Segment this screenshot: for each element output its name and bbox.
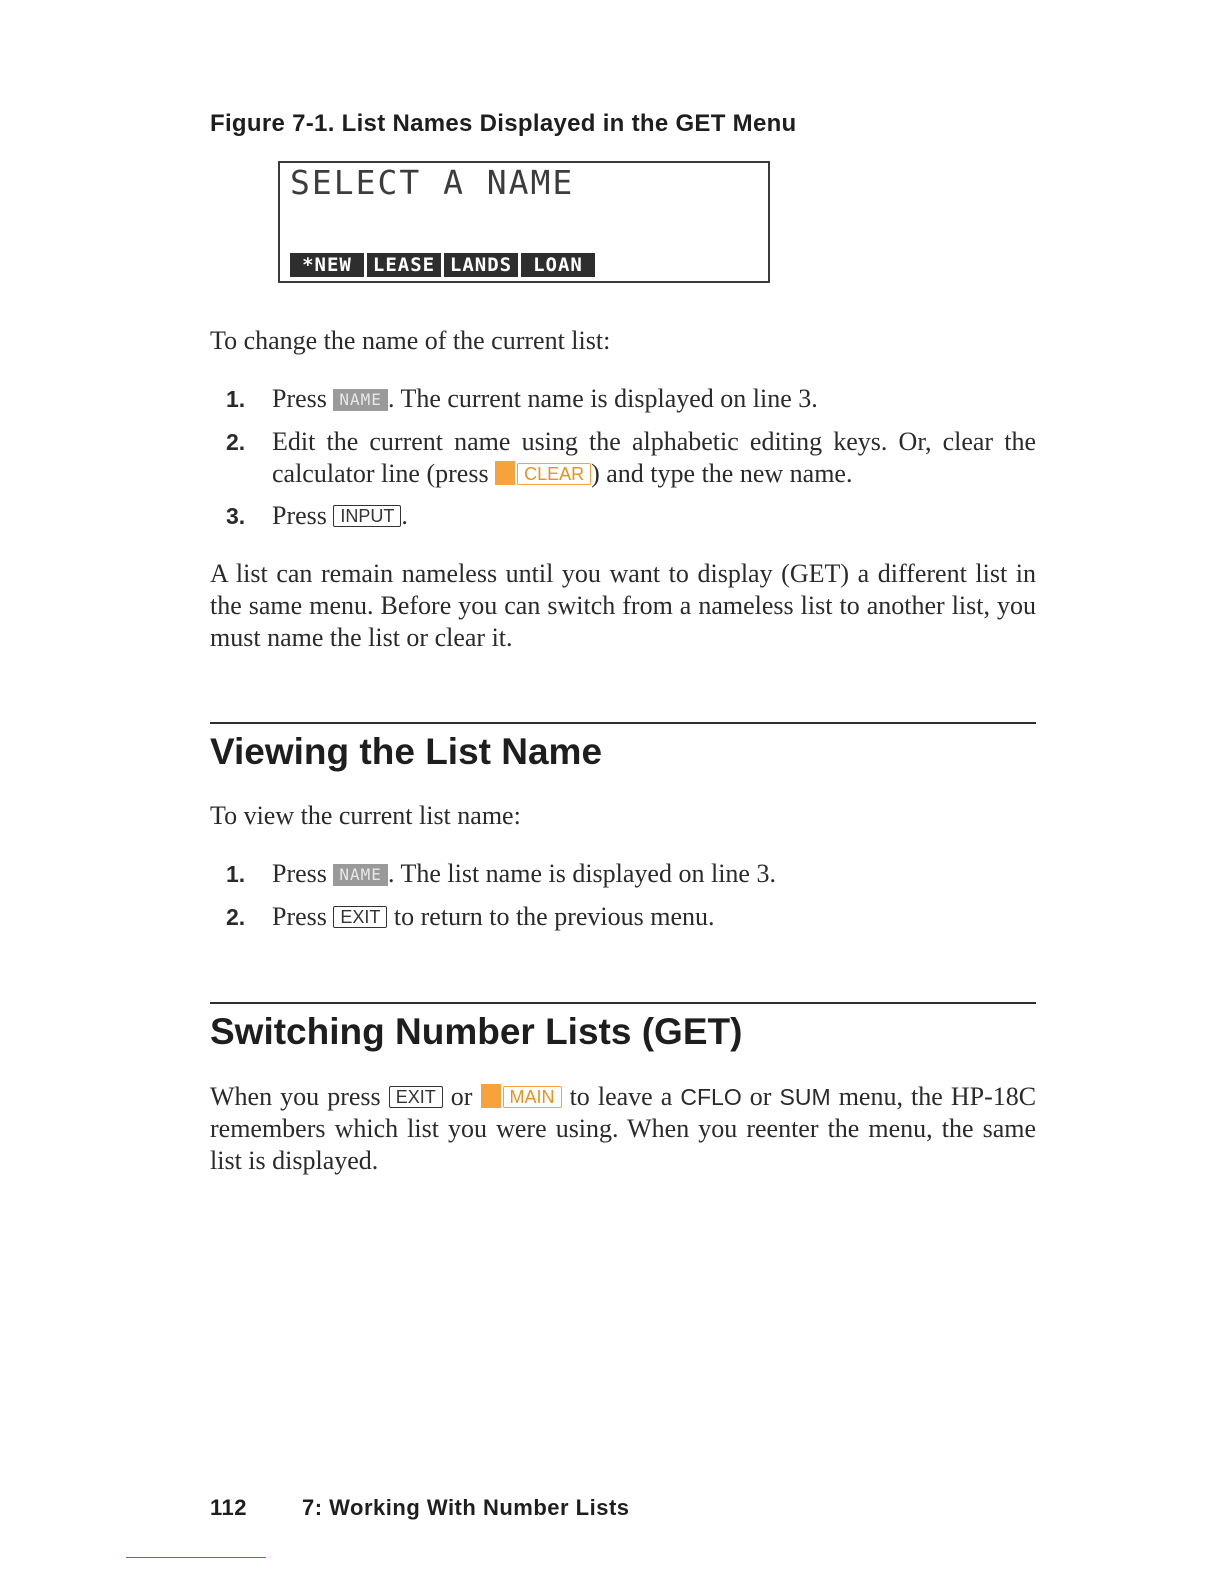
softkey-lease: LEASE bbox=[367, 253, 441, 277]
step-number: 1. bbox=[226, 386, 246, 412]
softkey-lands: LANDS bbox=[444, 253, 518, 277]
section-rule bbox=[210, 1002, 1036, 1004]
clear-key: CLEAR bbox=[517, 463, 591, 485]
rename-step-3: Press INPUT . bbox=[272, 501, 408, 530]
page-number: 112 bbox=[210, 1495, 247, 1520]
bottom-line bbox=[126, 1557, 266, 1558]
shift-key-icon bbox=[495, 461, 515, 485]
chapter-title: 7: Working With Number Lists bbox=[302, 1495, 630, 1520]
shift-key-icon bbox=[481, 1084, 501, 1108]
switching-heading: Switching Number Lists (GET) bbox=[210, 1011, 743, 1052]
rename-step-1: Press NAME . The current name is displayed on line 3. bbox=[272, 384, 818, 413]
softkey-new: *NEW bbox=[290, 253, 364, 277]
viewing-step-2: Press EXIT to return to the previous menu. bbox=[272, 902, 715, 931]
nameless-note: A list can remain nameless until you want to display (GET) a different list in the same menu. Before you can switch from a nameless list to another list, you must name the list or clear it. bbox=[210, 559, 1036, 652]
name-softkey: NAME bbox=[333, 864, 388, 886]
calculator-display bbox=[278, 161, 770, 283]
viewing-step-1: Press NAME . The list name is displayed on line 3. bbox=[272, 859, 776, 888]
step-number: 2. bbox=[226, 429, 246, 455]
softkey-loan: LOAN bbox=[521, 253, 595, 277]
viewing-heading: Viewing the List Name bbox=[210, 731, 603, 772]
display-title: SELECT A NAME bbox=[290, 163, 575, 202]
name-softkey: NAME bbox=[333, 389, 388, 411]
rename-step-2: Edit the current name using the alphabetic editing keys. Or, clear the calculator line (press CLEAR ) and type the new name. bbox=[272, 427, 1036, 488]
main-key: MAIN bbox=[503, 1086, 562, 1108]
exit-key: EXIT bbox=[333, 906, 387, 928]
section-rule bbox=[210, 722, 1036, 724]
rename-intro: To change the name of the current list: bbox=[210, 326, 611, 355]
exit-key: EXIT bbox=[389, 1086, 443, 1108]
display-softkey-row bbox=[290, 253, 595, 277]
cflo-menu-name: CFLO bbox=[680, 1084, 742, 1110]
sum-menu-name: SUM bbox=[779, 1084, 831, 1110]
input-key: INPUT bbox=[333, 505, 401, 527]
step-number: 1. bbox=[226, 861, 246, 887]
step-number: 3. bbox=[226, 503, 246, 529]
figure-caption: Figure 7-1. List Names Displayed in the GET Menu bbox=[210, 110, 797, 137]
step-number: 2. bbox=[226, 904, 246, 930]
switching-paragraph: When you press EXIT or MAIN to leave a CFLO or SUM menu, the HP-18C remembers which list you were using. When you reenter the menu, the same list is displayed. bbox=[210, 1082, 1037, 1175]
viewing-intro: To view the current list name: bbox=[210, 801, 521, 830]
